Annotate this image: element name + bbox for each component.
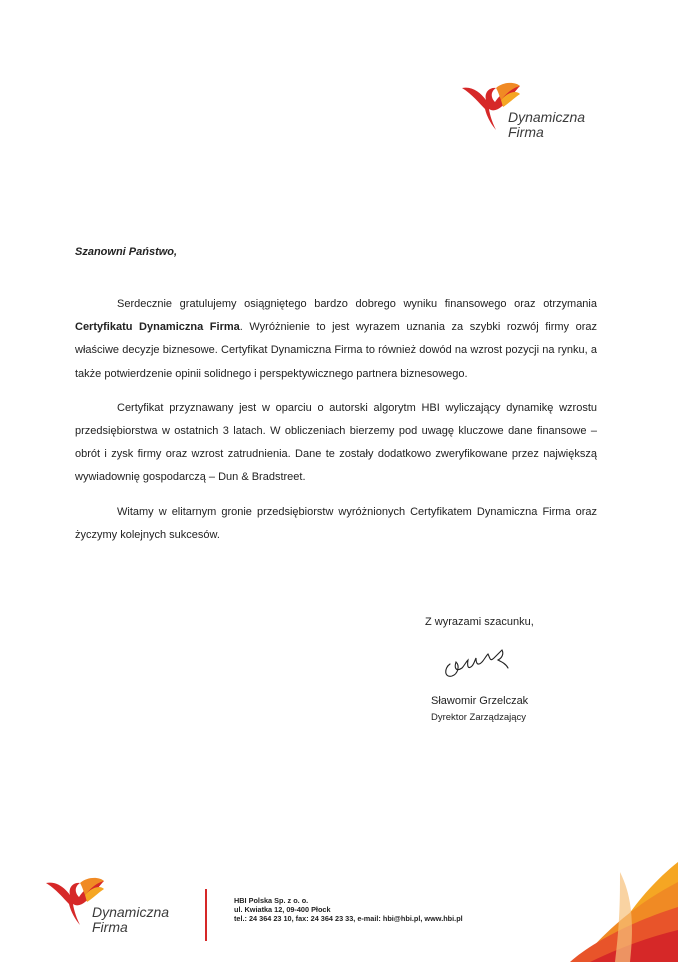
paragraph-3: Witamy w elitarnym gronie przedsiębiorstw wyróżnionych Certyfikatem Dynamiczna Firma oraz życzymy kolejnych sukcesów. (75, 505, 597, 541)
corner-graphic (560, 862, 678, 962)
logo-line2: Firma (508, 124, 544, 140)
company-name: HBI Polska Sp. z o. o. (234, 896, 309, 905)
logo-line1: Dynamiczna (92, 904, 170, 920)
footer-divider (205, 889, 207, 941)
signature-image (440, 642, 512, 682)
logo-wordmark (508, 110, 585, 140)
letter-greeting: Szanowni Państwo, (75, 246, 178, 258)
logo-line2: Firma (92, 919, 128, 935)
footer-logo (44, 877, 194, 937)
paragraph-2: Certyfikat przyznawany jest w oparciu o autorski algorytm HBI wyliczający dynamikę wzrostu przedsiębiorstwa w ostatnich 3 latach. W obliczeniach bierzemy pod uwagę kluczowe dane finansowe – obrót i zysk firmy oraz wzrost zatrudnienia. Dane te zostały dodatkowo zweryfikowane przez największą wywiadownię gospodarczą – Dun & Bradstreet. (75, 401, 597, 484)
logo-wordmark (92, 905, 169, 935)
signer-title: Dyrektor Zarządzający (431, 712, 527, 723)
paragraph-1 (75, 293, 597, 386)
letter-closing: Z wyrazami szacunku, (425, 616, 534, 628)
p1-end: . Wyróżnienie to jest wyrazem uznania za szybki rozwój firmy oraz właściwe decyzje biznesowe. Certyfikat Dynamiczna Firma to również dowód na wzrost pozycji na rynku, a także potwierdzenie opinii solidnego i perspektywicznego partnera biznesowego. (75, 321, 598, 380)
company-info (234, 896, 463, 923)
company-address: ul. Kwiatka 12, 09-400 Płock (234, 905, 331, 914)
p1-bold: Certyfikatu Dynamiczna Firma (75, 321, 240, 334)
letter-body (75, 293, 597, 558)
company-contact: tel.: 24 364 23 10, fax: 24 364 23 33, e-mail: hbi@hbi.pl, www.hbi.pl (234, 914, 463, 923)
logo-line1: Dynamiczna (508, 109, 586, 125)
header-logo (460, 82, 610, 142)
p1-start: Serdecznie gratulujemy osiągniętego bardzo dobrego wyniku finansowego oraz otrzymania (117, 298, 597, 310)
signer-name: Sławomir Grzelczak (431, 695, 529, 707)
